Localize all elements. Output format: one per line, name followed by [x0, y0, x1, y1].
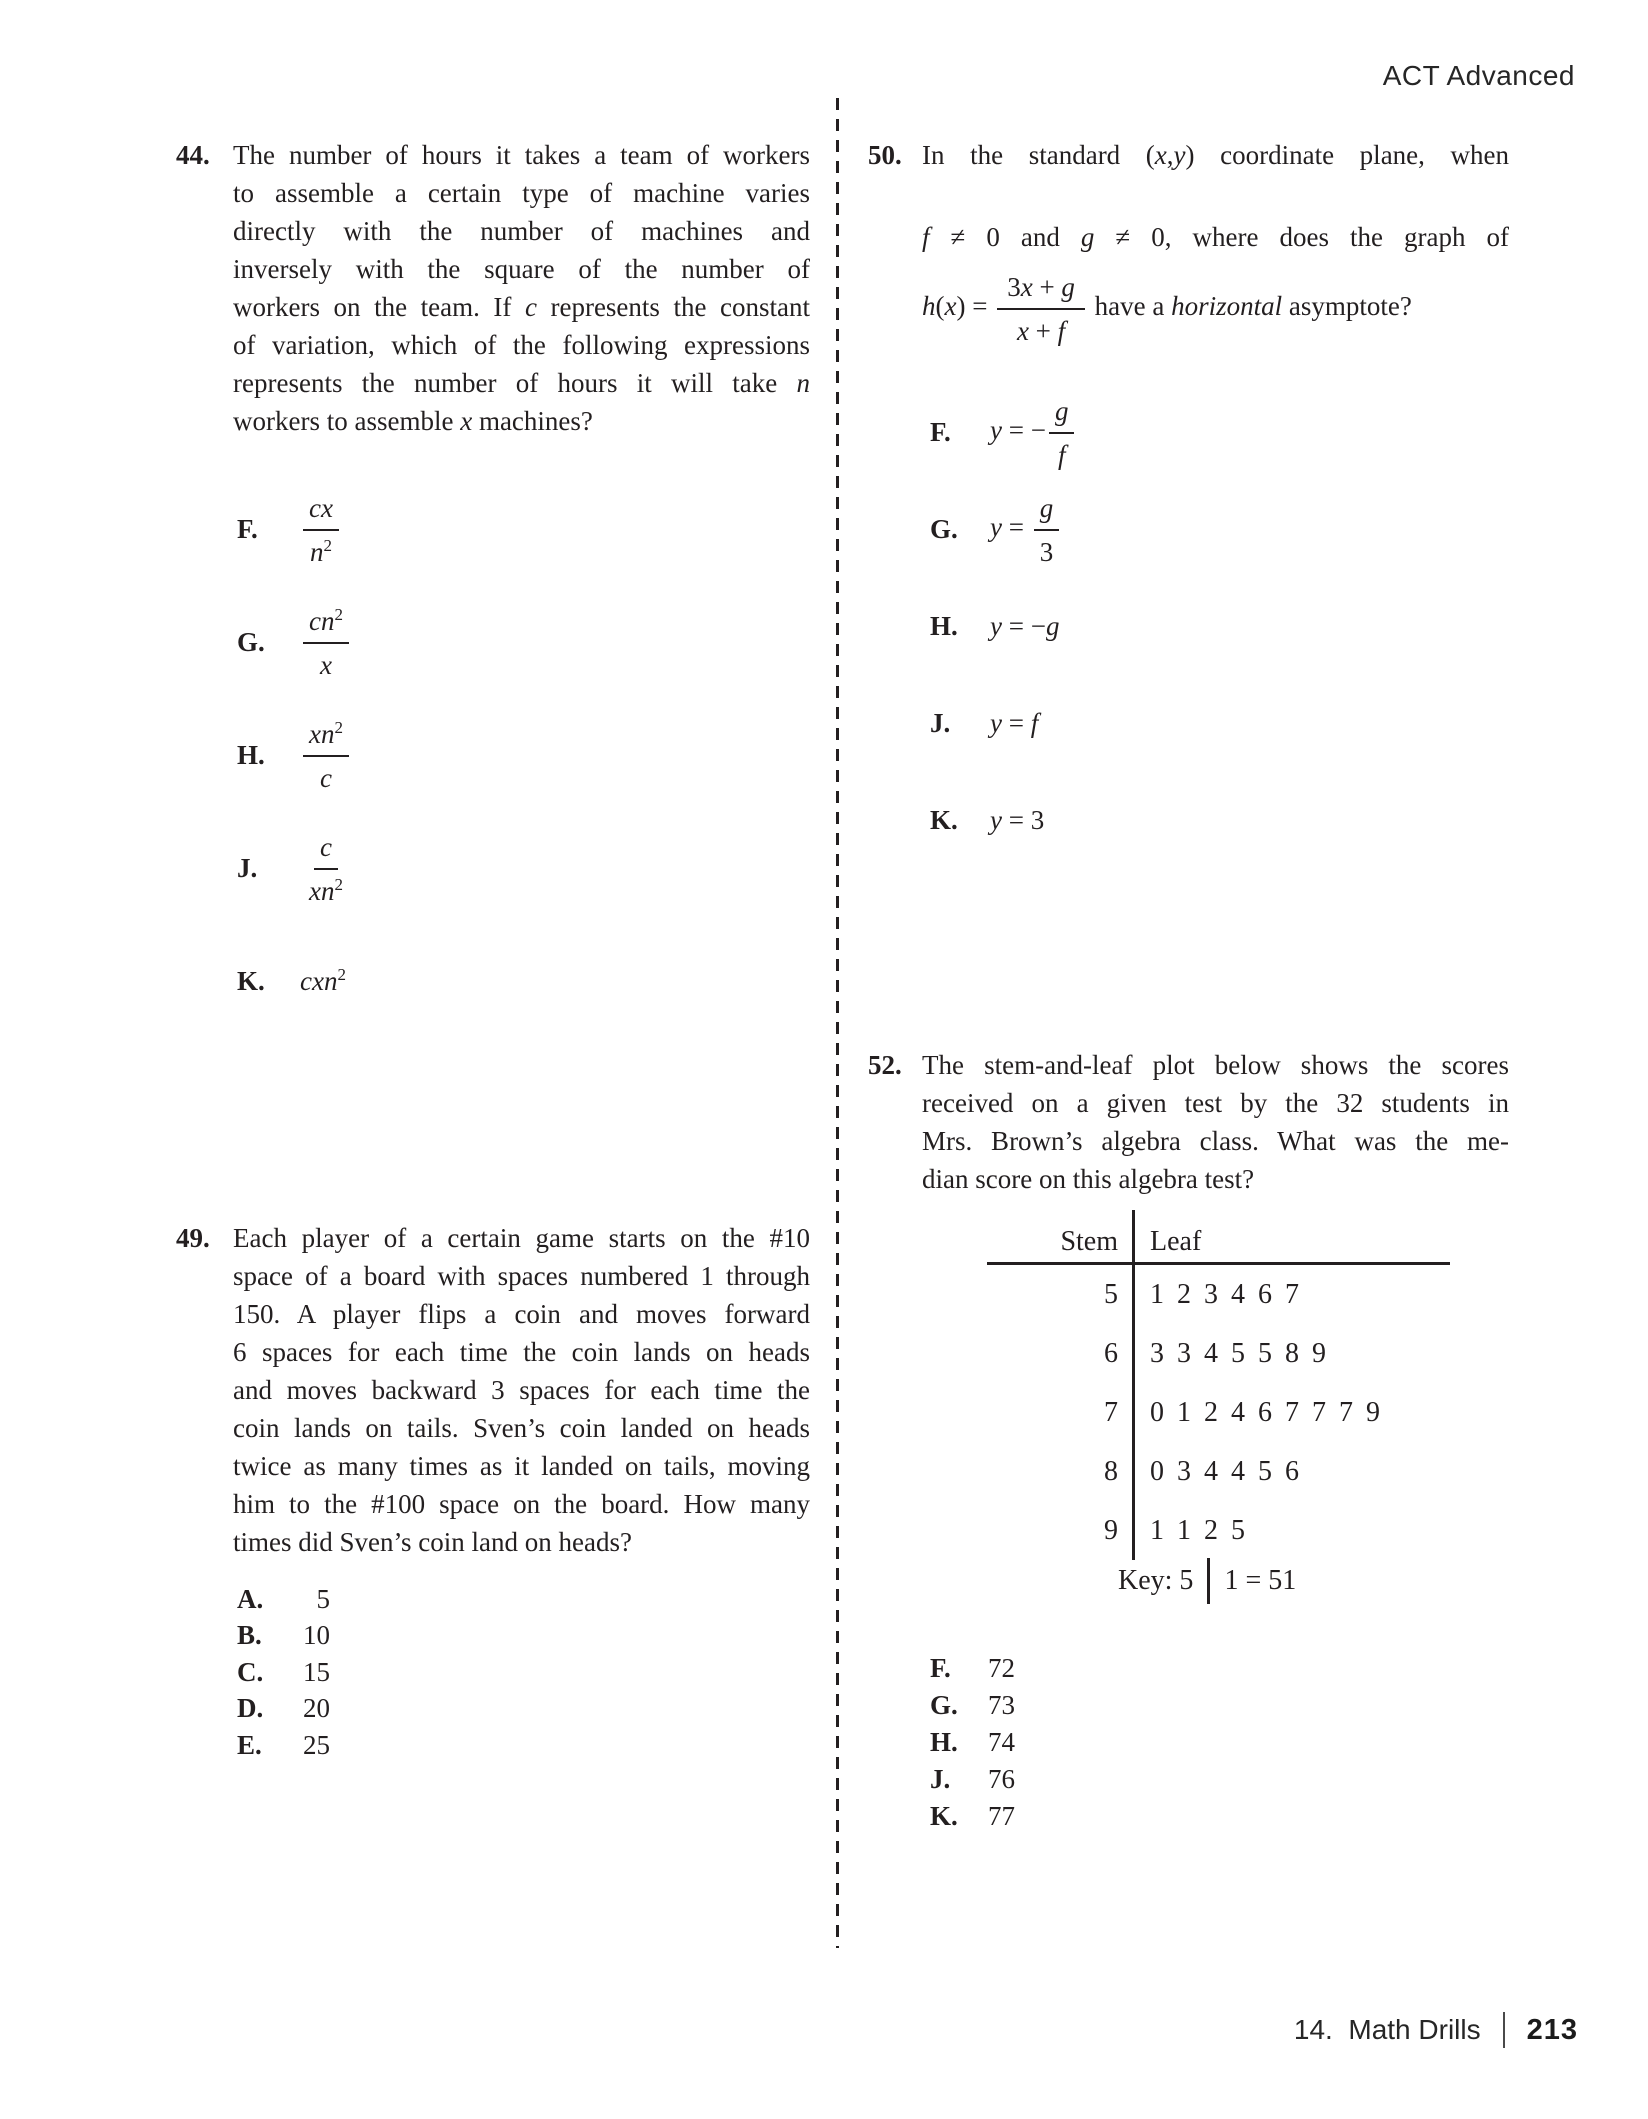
footer-chapter-label: 14. Math Drills: [1293, 2014, 1481, 2045]
choice-letter: K.: [237, 966, 265, 996]
choice-value: 10: [303, 1620, 330, 1651]
answer-choice: [237, 473, 352, 586]
stem-leaf-row: [987, 1324, 1450, 1383]
superscript: 2: [323, 535, 332, 555]
stem-column-header: Stem: [1060, 1226, 1118, 1257]
column-divider: [836, 98, 839, 1948]
answer-choice: [237, 1727, 330, 1764]
text-run: 3: [1007, 272, 1021, 302]
text-run: Each player of a certain game starts on the #10: [233, 1223, 810, 1253]
text-line: [233, 136, 810, 174]
text-run: f: [1057, 439, 1066, 470]
fraction: [303, 604, 349, 682]
answer-choice: [930, 1650, 1015, 1687]
choice-content: [990, 394, 1077, 472]
stem-leaf-row: [987, 1383, 1450, 1442]
text-run: y: [990, 511, 1002, 542]
question-50-lines: [922, 136, 1509, 256]
choice-letter: E.: [237, 1729, 262, 1760]
answer-choice: [237, 1654, 330, 1691]
stem-leaf-header: [987, 1210, 1450, 1265]
text-run: have a: [1087, 291, 1172, 322]
question-49-text: [233, 1219, 810, 1561]
fraction: [997, 270, 1085, 348]
choice-letter: F.: [237, 514, 258, 544]
text-run: him to the #100 space on the board. How many: [233, 1489, 810, 1519]
choice-content: [300, 717, 352, 795]
footer-divider-bar: [1503, 2012, 1505, 2048]
text-run: xn: [309, 875, 335, 906]
text-run: y: [990, 414, 1002, 445]
text-line: [233, 1447, 810, 1485]
choice-letter: H.: [930, 1727, 958, 1757]
text-run: horizontal: [1171, 291, 1283, 322]
text-line: [233, 1409, 810, 1447]
choice-content: [293, 1657, 330, 1688]
text-run: 6 spaces for each time the coin lands on heads: [233, 1337, 810, 1367]
text-run: y: [990, 708, 1002, 738]
text-run: ,: [1166, 140, 1174, 170]
choice-content: [988, 1727, 1015, 1758]
choice-letter: B.: [237, 1620, 262, 1651]
text-run: The stem-and-leaf plot below shows the scores: [922, 1050, 1509, 1080]
question-49-number: 49.: [176, 1223, 210, 1253]
stem-value: 8: [1104, 1455, 1118, 1487]
text-line: [233, 1485, 810, 1523]
question-52-text: [922, 1046, 1509, 1198]
text-run: machines?: [472, 406, 593, 436]
stem-leaf-key-value: 1 = 51: [1224, 1565, 1297, 1596]
choice-content: [293, 1620, 330, 1651]
choice-letter: J.: [930, 1764, 951, 1794]
question-50-number: 50.: [868, 140, 902, 170]
text-run: cn: [309, 605, 335, 636]
choice-letter: G.: [930, 514, 958, 544]
footer-page-number: 213: [1526, 2013, 1578, 2046]
text-run: of variation, which of the following expressions: [233, 330, 810, 360]
denominator: [314, 644, 338, 682]
text-run: h: [922, 291, 936, 322]
choice-value: 25: [303, 1729, 330, 1760]
stem-value: 5: [1104, 1278, 1118, 1310]
text-run: received on a given test by the 32 students in: [922, 1088, 1509, 1118]
stem-leaf-row: [987, 1501, 1450, 1560]
leaf-values: 0 1 2 4 6 7 7 7 9: [1132, 1383, 1450, 1442]
choice-value: 5: [316, 1583, 330, 1614]
choice-letter: K.: [930, 1801, 958, 1831]
numerator: [1049, 394, 1075, 434]
denominator: [303, 870, 349, 908]
choice-letter: C.: [237, 1656, 264, 1687]
text-run: = 3: [1001, 805, 1045, 835]
stem-leaf-key-label: Key: 5: [1118, 1565, 1194, 1596]
fraction: [303, 491, 339, 569]
answer-choice: [237, 1691, 330, 1728]
question-50-choices: [930, 384, 1077, 869]
numerator: [303, 604, 349, 644]
superscript: 2: [334, 717, 343, 737]
text-run: g: [1061, 272, 1075, 302]
numerator: [314, 830, 338, 870]
choice-content: [988, 1690, 1015, 1721]
stem-value: 7: [1104, 1396, 1118, 1428]
choice-content: [990, 491, 1062, 569]
text-run: f: [1057, 316, 1066, 346]
text-line: [233, 402, 810, 440]
text-run: The number of hours it takes a team of workers: [233, 140, 810, 170]
text-run: y: [990, 805, 1002, 835]
text-run: dian score on this algebra test?: [922, 1164, 1255, 1194]
leaf-values: 1 2 3 4 6 7: [1132, 1265, 1450, 1324]
text-run: = −: [1001, 611, 1046, 641]
text-run: to assemble a certain type of machine varies: [233, 178, 810, 208]
choice-letter: K.: [930, 805, 958, 835]
page-footer: [1294, 2012, 1578, 2048]
denominator: [304, 531, 338, 569]
fraction: [1049, 394, 1075, 472]
text-run: twice as many times as it landed on tails, moving: [233, 1451, 810, 1481]
answer-choice: [930, 578, 1077, 675]
text-run: c: [320, 762, 332, 793]
choice-letter: G.: [237, 627, 265, 657]
question-50-formula: [922, 270, 1509, 348]
text-run: inversely with the square of the number of: [233, 254, 810, 284]
text-run: represents the number of hours it will take: [233, 368, 797, 398]
text-line: [233, 288, 810, 326]
answer-choice: [237, 812, 352, 925]
choice-content: [300, 966, 346, 997]
question-50-text: [922, 136, 1509, 348]
text-run: x: [944, 291, 957, 322]
question-49-choices: [237, 1581, 330, 1764]
text-run: cx: [309, 492, 333, 523]
choice-letter: F.: [930, 1653, 951, 1683]
stem-value: 9: [1104, 1514, 1118, 1546]
text-run: c: [524, 292, 537, 322]
text-run: =: [1001, 511, 1031, 542]
text-run: x: [320, 649, 332, 680]
answer-choice: [930, 1687, 1015, 1724]
stem-leaf-key-bar: [1207, 1558, 1210, 1604]
leaf-values: 1 1 2 5: [1132, 1501, 1450, 1560]
fraction: [303, 830, 349, 908]
superscript: 2: [334, 604, 343, 624]
text-run: xn: [309, 718, 335, 749]
text-run: y: [1173, 140, 1186, 170]
text-line: [233, 250, 810, 288]
text-run: 3: [1039, 536, 1054, 567]
choice-content: [293, 1693, 330, 1724]
text-line: [233, 1257, 810, 1295]
choice-content: [293, 1730, 330, 1761]
text-line: [922, 1084, 1509, 1122]
denominator: [314, 757, 338, 795]
leaf-values: 0 3 4 4 5 6: [1132, 1442, 1450, 1501]
choice-value: 20: [303, 1693, 330, 1724]
text-run: n: [309, 536, 324, 567]
stem-leaf-plot: [987, 1210, 1450, 1560]
text-run: =: [1001, 708, 1031, 738]
text-run: represents the constant: [536, 292, 810, 322]
text-run: y: [990, 611, 1002, 641]
choice-letter: G.: [930, 1690, 958, 1720]
question-50: [868, 136, 1509, 348]
text-run: (: [935, 291, 945, 322]
text-run: n: [796, 368, 810, 398]
stem-leaf-row: [987, 1442, 1450, 1501]
text-run: ) =: [956, 291, 995, 322]
choice-content: [988, 1801, 1015, 1832]
choice-value: 72: [988, 1653, 1015, 1683]
text-run: c: [320, 831, 332, 862]
text-run: In the standard (: [922, 140, 1155, 170]
text-run: Mrs. Brown’s algebra class. What was the me-: [922, 1126, 1509, 1156]
text-run: x: [1020, 272, 1033, 302]
text-line: [922, 136, 1509, 174]
answer-choice: [930, 675, 1077, 772]
text-line: [233, 1333, 810, 1371]
choice-letter: D.: [237, 1693, 264, 1724]
question-52: [868, 1046, 1509, 1198]
question-52-number: 52.: [868, 1050, 902, 1080]
text-run: g: [1039, 492, 1054, 523]
choice-content: [293, 1584, 330, 1615]
question-49: [176, 1219, 810, 1561]
text-run: = −: [1001, 414, 1046, 445]
answer-choice: [930, 1724, 1015, 1761]
numerator: [303, 717, 349, 757]
choice-letter: A.: [237, 1583, 264, 1614]
page-header-edition: ACT Advanced: [1382, 60, 1575, 91]
choice-content: [990, 805, 1044, 836]
text-run: ≠ 0 and: [929, 222, 1081, 252]
choice-content: [300, 830, 352, 908]
question-44-text: [233, 136, 810, 440]
text-line: [922, 1046, 1509, 1084]
text-line: [233, 212, 810, 250]
denominator: [1007, 310, 1075, 348]
text-run: workers to assemble: [233, 406, 461, 436]
text-run: x: [460, 406, 473, 436]
leaf-values: 3 3 4 5 5 8 9: [1132, 1324, 1450, 1383]
fraction: [303, 717, 349, 795]
denominator: [1034, 531, 1060, 569]
text-run: asymptote?: [1282, 291, 1412, 322]
text-line: [922, 1160, 1509, 1198]
answer-choice: [237, 1581, 330, 1618]
choice-value: 77: [988, 1801, 1015, 1831]
text-line: [233, 174, 810, 212]
text-run: directly with the number of machines and: [233, 216, 810, 246]
answer-choice: [930, 1798, 1015, 1835]
text-line: [922, 218, 1509, 256]
text-line: [233, 1219, 810, 1257]
answer-choice: [237, 925, 352, 1038]
stem-leaf-row: [987, 1265, 1450, 1324]
text-line: [922, 1122, 1509, 1160]
text-line: [233, 1371, 810, 1409]
choice-content: [988, 1653, 1015, 1684]
text-run: ) coordinate plane, when: [1185, 140, 1510, 170]
text-run: cxn: [300, 966, 338, 996]
fraction: [1034, 491, 1060, 569]
text-line: [233, 1295, 810, 1333]
answer-choice: [930, 384, 1077, 481]
text-run: ≠ 0, where does the graph of: [1094, 222, 1510, 252]
text-run: +: [1028, 316, 1058, 346]
stem-leaf-key: [1118, 1558, 1296, 1604]
question-44: [176, 136, 810, 440]
numerator: [303, 491, 339, 531]
choice-content: [990, 708, 1038, 739]
choice-letter: J.: [930, 708, 951, 738]
answer-choice: [237, 699, 352, 812]
choice-letter: H.: [930, 611, 958, 641]
choice-value: 15: [303, 1656, 330, 1687]
text-run: g: [1080, 222, 1095, 252]
text-run: g: [1054, 395, 1069, 426]
text-run: times did Sven’s coin land on heads?: [233, 1527, 632, 1557]
choice-letter: H.: [237, 740, 265, 770]
text-run: workers on the team. If: [233, 292, 525, 322]
choice-value: 73: [988, 1690, 1015, 1720]
question-52-choices: [930, 1650, 1015, 1835]
text-run: f: [1030, 708, 1039, 738]
choice-letter: J.: [237, 853, 258, 883]
answer-choice: [930, 772, 1077, 869]
stem-value: 6: [1104, 1337, 1118, 1369]
question-44-choices: [237, 473, 352, 1038]
choice-content: [300, 604, 352, 682]
text-line: [233, 326, 810, 364]
question-44-number: 44.: [176, 140, 210, 170]
answer-choice: [237, 586, 352, 699]
text-run: 150. A player flips a coin and moves forward: [233, 1299, 810, 1329]
denominator: [1052, 434, 1072, 472]
text-run: coin lands on tails. Sven’s coin landed on heads: [233, 1413, 810, 1443]
text-run: space of a board with spaces numbered 1 through: [233, 1261, 810, 1291]
text-run: and moves backward 3 spaces for each time the: [233, 1375, 810, 1405]
text-line: [233, 364, 810, 402]
text-run: +: [1032, 272, 1062, 302]
numerator: [1034, 491, 1060, 531]
numerator: [997, 270, 1085, 310]
choice-content: [990, 611, 1059, 642]
leaf-column-header: Leaf: [1132, 1210, 1450, 1262]
superscript: 2: [337, 965, 346, 984]
text-run: x: [1154, 140, 1167, 170]
text-run: f: [922, 222, 930, 252]
choice-letter: F.: [930, 417, 951, 447]
superscript: 2: [334, 874, 343, 894]
choice-content: [988, 1764, 1015, 1795]
text-line: [233, 1523, 810, 1561]
choice-content: [300, 491, 342, 569]
choice-value: 76: [988, 1764, 1015, 1794]
answer-choice: [930, 481, 1077, 578]
answer-choice: [237, 1618, 330, 1655]
choice-value: 74: [988, 1727, 1015, 1757]
text-run: x: [1016, 316, 1029, 346]
text-run: g: [1045, 611, 1060, 641]
answer-choice: [930, 1761, 1015, 1798]
